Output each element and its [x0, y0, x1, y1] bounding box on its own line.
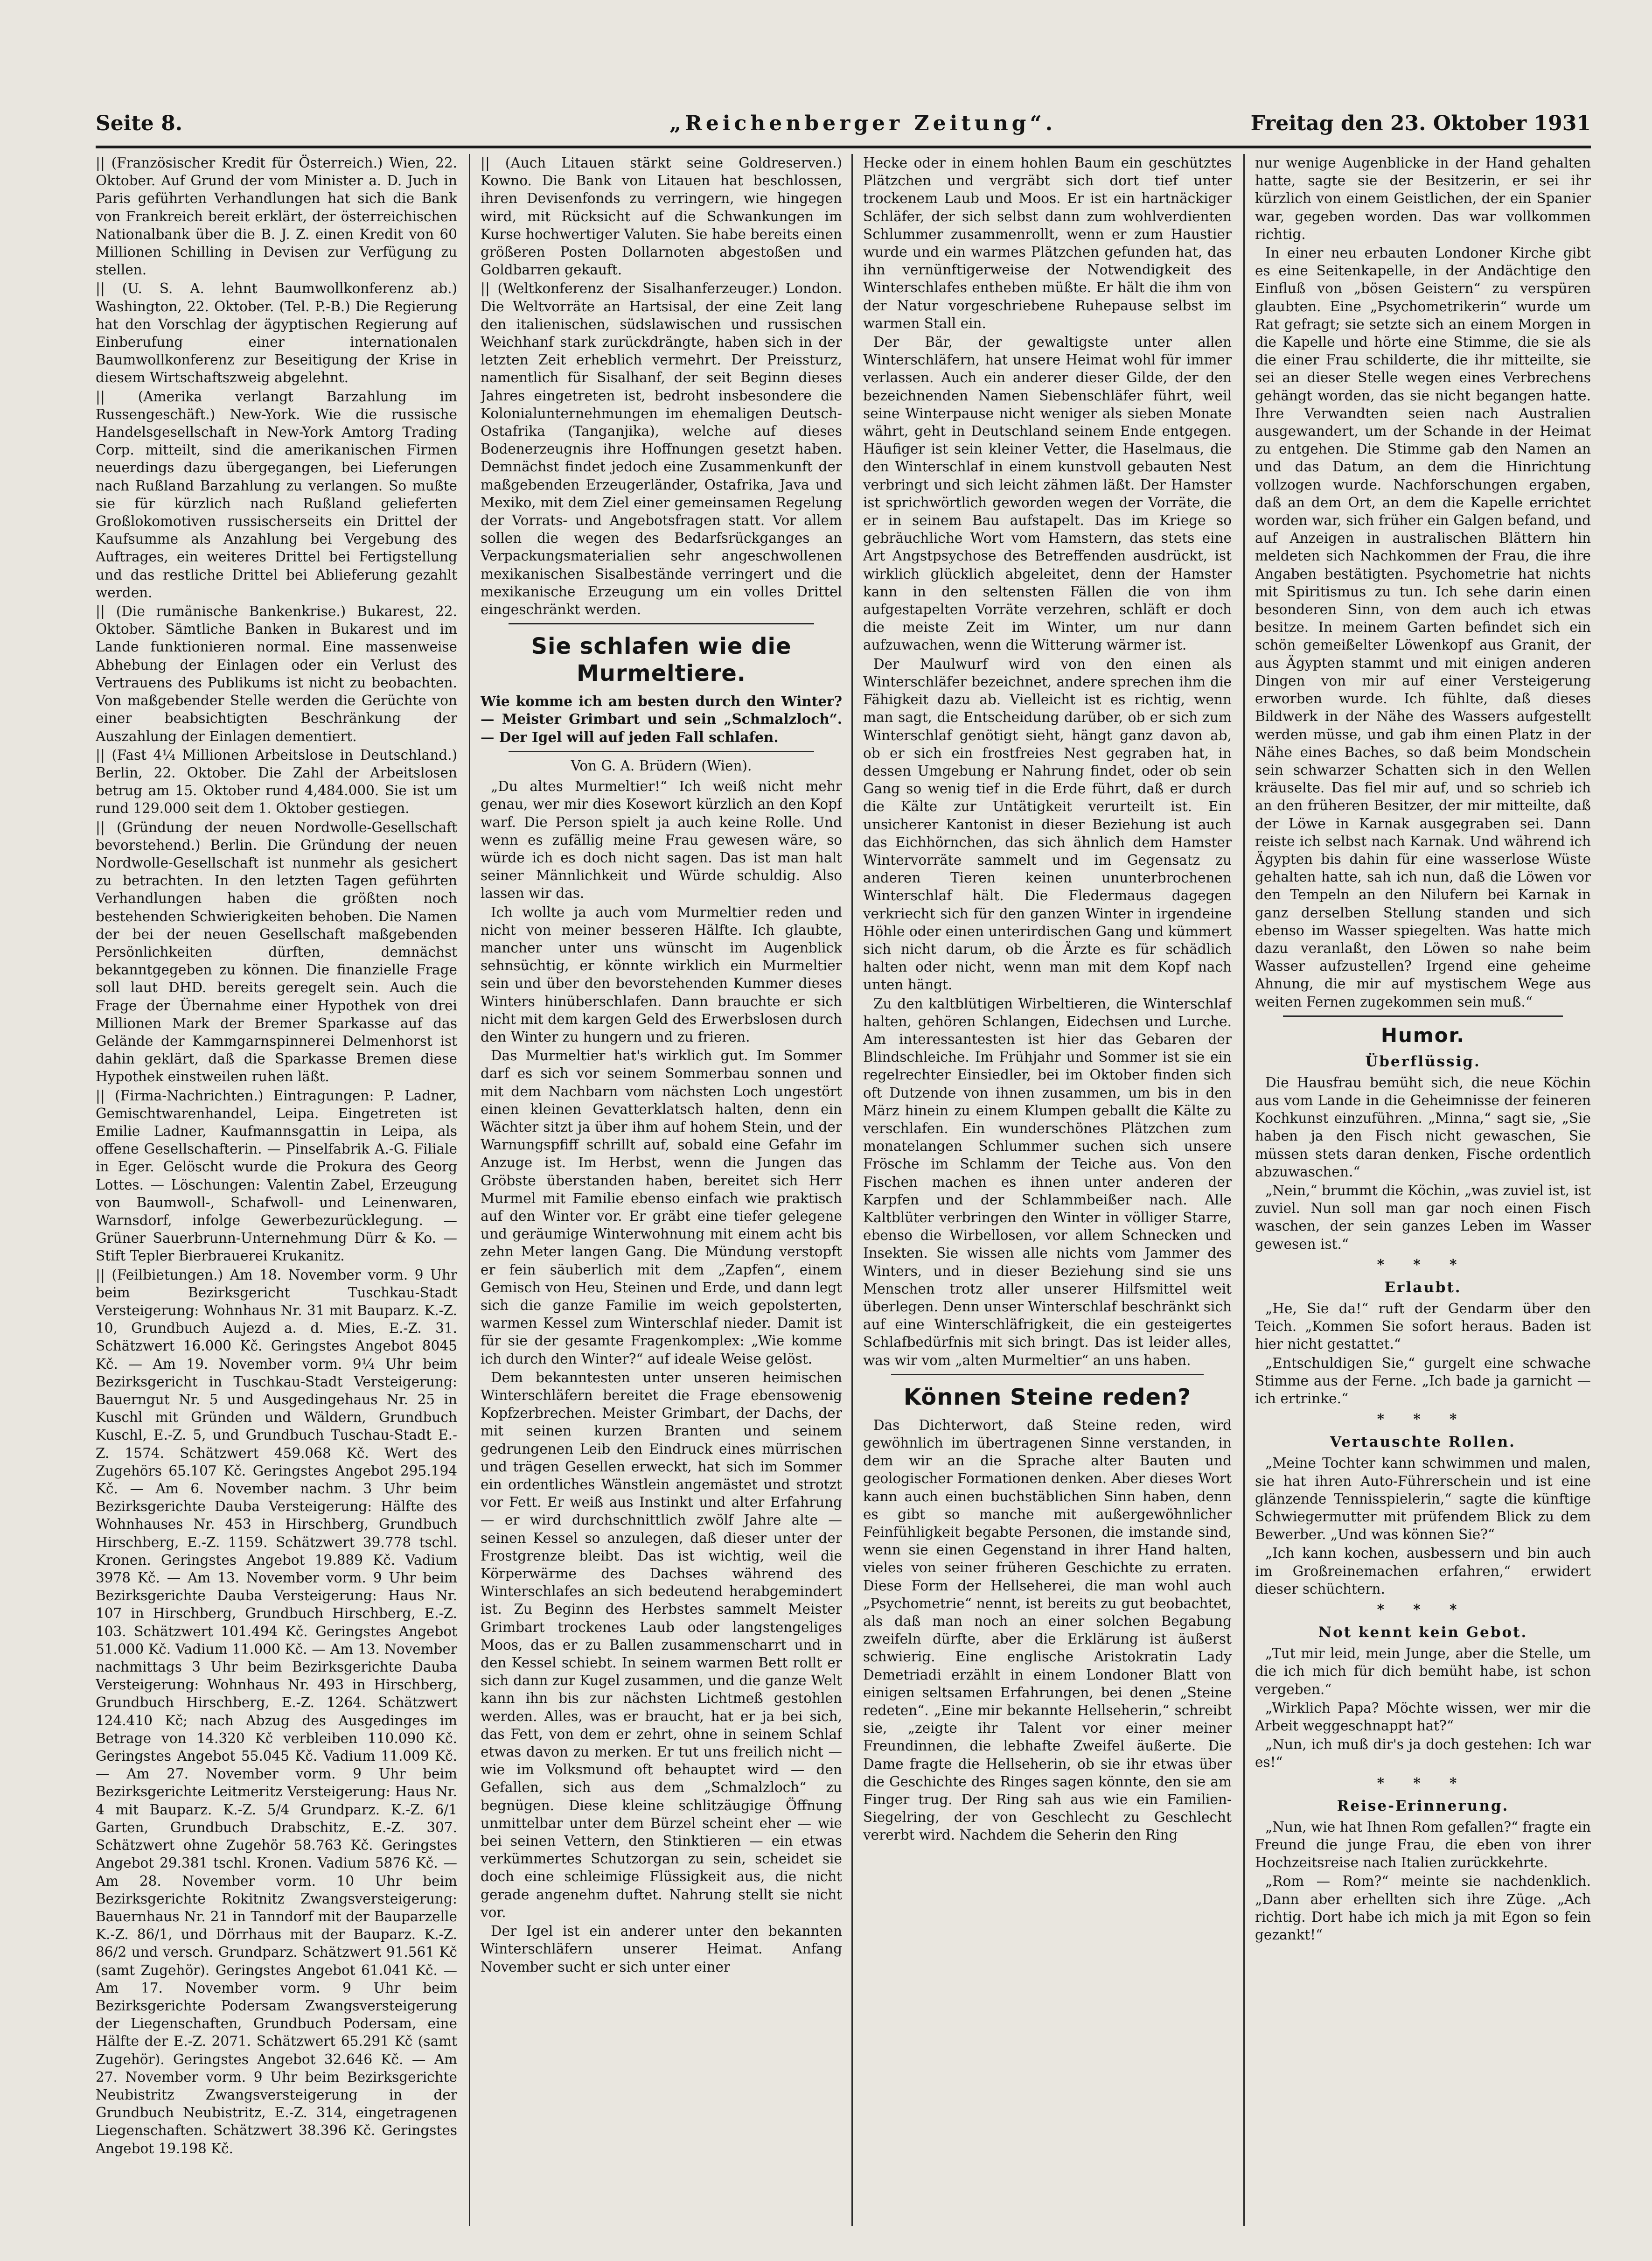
- joke-text: „Wirklich Papa? Möchte wissen, wer mir die Arbeit weggeschnappt hat?“: [1255, 1700, 1591, 1734]
- joke-text: „Nun, wie hat Ihnen Rom gefallen?“ fragte ein Freund die junge Frau, die eben von ihrer Hochzeitsreise nach Italien zurückkehrte.: [1255, 1819, 1591, 1871]
- article-title: Können Steine reden?: [903, 1384, 1192, 1410]
- news-item: || (Die rumänische Bankenkrise.) Bukarest, 22. Oktober. Sämtliche Banken in Bukarest und im Lande funktionieren normal. Eine massenweise Abhebung der Einlagen oder ein Verlust des Vertrauens des Publikums ist nicht zu beobachten. Von maßgebender Stelle werden die Gerüchte von einer beabsichtigten Beschränkung der Auszahlung der Einlagen dementiert.: [96, 603, 457, 744]
- newspaper-name: „Reichenberger Zeitung“.: [669, 112, 1057, 135]
- column-divider: [1243, 154, 1245, 2226]
- joke-title: Reise-Erinnerung.: [1337, 1797, 1509, 1814]
- joke-text: „Entschuldigen Sie,“ gurgelt eine schwache Stimme aus der Ferne. „Ich bade ja garnicht — ich ertrinke.“: [1255, 1355, 1591, 1407]
- separator-stars: * * *: [1377, 1774, 1469, 1791]
- article-author: Von G. A. Brüdern (Wien).: [571, 757, 752, 774]
- news-item: || (Fast 4¼ Millionen Arbeitslose in Deutschland.) Berlin, 22. Oktober. Die Zahl der Arbeitslosen betrug am 15. Oktober rund 4,484.000. Sie ist um rund 129.000 seit dem 1. Oktober gestiegen.: [96, 747, 457, 817]
- paragraph: Der Igel ist ein anderer unter den bekannten Winterschläfern unserer Heimat. Anfang November sucht er sich unter einer: [481, 1923, 842, 1975]
- column-divider: [851, 154, 853, 2226]
- news-item: || (U. S. A. lehnt Baumwollkonferenz ab.) Washington, 22. Oktober. (Tel. P.-B.) Die Regierung hat den Vorschlag der ägyptischen Regierung auf Einberufung einer internationalen Baumwollkonferenz zur Beseitigung der Krise in diesem Wirtschaftszweig abgelehnt.: [96, 280, 457, 386]
- separator-stars: * * *: [1377, 1256, 1469, 1273]
- paragraph: Das Dichterwort, daß Steine reden, wird gewöhnlich im übertragenen Sinne verstanden, in dem wir an die Sprache alter Bauten und geologischer Formationen denken. Aber dieses Wort kann auch einen buchstäblichen Sinn haben, denn es gibt so manche mit außergewöhnlicher Feinfühligkeit begabte Personen, die imstande sind, wenn sie einen Gegenstand in ihrer Hand halten, vieles von seiner früheren Geschichte zu erraten. Diese Form der Hellseherei, die man wohl auch „Psychometrie“ nennt, ist bereits zu gut beobachtet, als daß man noch an einer solchen Begabung zweifeln dürfte, aber die Erklärung ist äußerst schwierig. Eine englische Aristokratin Lady Demetriadi erzählt in einem Londoner Blatt von einigen seltsamen Erfahrungen, bei denen „Steine redeten“. „Eine mir bekannte Hellseherin,“ schreibt sie, „zeigte ihr Talent vor einer meiner Freundinnen, die lebhafte Zweifel äußerte. Die Dame fragte die Hellseherin, ob sie ihr etwas über die Geschichte des Ringes sagen könnte, den sie am Finger trug. Der Ring sah aus wie ein Familien-Siegelring, der von Geschlecht zu Geschlecht vererbt wird. Nachdem die Seherin den Ring: [863, 1417, 1232, 1843]
- separator-stars: * * *: [1377, 1411, 1469, 1428]
- paragraph: Ich wollte ja auch vom Murmeltier reden und nicht von meiner besseren Hälfte. Ich glaubte, mancher unter uns wünscht im Augenblick sehnsüchtig, er könnte wirklich ein Murmeltier sein und über den bevorstehenden Kummer dieses Winters hinüberschlafen. Dann brauchte er sich nicht mit dem kargen Geld des Erwerbslosen durch den Winter zu hungern und zu frieren.: [481, 904, 842, 1045]
- joke-text: Die Hausfrau bemüht sich, die neue Köchin aus vom Lande in die Geheimnisse der feineren Kochkunst einzuführen. „Minna,“ sagt sie, „Sie haben ja den Fisch nicht gewaschen, Sie müssen stets daran denken, Fische ordentlich abzuwaschen.“: [1255, 1074, 1591, 1180]
- header-rule: [96, 146, 1591, 148]
- column-two: [481, 154, 842, 2226]
- joke-text: „Rom — Rom?“ meinte sie nachdenklich. „Dann aber erhellten sich ihre Züge. „Ach richtig. Dort habe ich mich ja mit Egon so fein gezankt!“: [1255, 1873, 1591, 1943]
- joke-title: Überflüssig.: [1365, 1053, 1481, 1070]
- column-three: [863, 154, 1232, 2226]
- section-rule: [509, 751, 814, 752]
- column-four: [1255, 154, 1591, 2226]
- page-number: Seite 8.: [96, 112, 183, 135]
- column-divider: [469, 154, 470, 2226]
- joke-text: „Nun, ich muß dir's ja doch gestehen: Ich war es!“: [1255, 1736, 1591, 1771]
- article-subtitle: Wie komme ich am besten durch den Winter? — Meister Grimbart und sein „Schmalzloch“. — Der Igel will auf jeden Fall schlafen.: [481, 693, 842, 745]
- joke-title: Erlaubt.: [1384, 1279, 1462, 1296]
- paragraph: Hecke oder in einem hohlen Baum ein geschütztes Plätzchen und vergräbt sich dort tief unter trockenem Laub und Moos. Er ist ein hartnäckiger Schläfer, der sich selbst dann zum wohlverdienten Schlummer zusammenrollt, wenn er zum Haustier wurde und ein warmes Plätzchen gefunden hat, das ihn vernünftigerweise der Notwendigkeit des Winterschlafes entheben müßte. Er hält die ihm von der Natur vorgeschriebene Ruhepause selbst im warmen Stall ein.: [863, 155, 1232, 331]
- paragraph: „Du altes Murmeltier!“ Ich weiß nicht mehr genau, wer mir dies Kosewort kürzlich an den Kopf warf. Die Person spielt ja auch keine Rolle. Und wenn es zufällig meine Frau gewesen wäre, so würde ich es doch nicht sagen. Das ist man halt seiner Männlichkeit und Würde schuldig. Also lassen wir das.: [481, 778, 842, 902]
- column-economy: [96, 154, 457, 2226]
- joke-text: „He, Sie da!“ ruft der Gendarm über den Teich. „Kommen Sie sofort heraus. Baden ist hier nicht gestattet.“: [1255, 1300, 1591, 1352]
- issue-date: Freitag den 23. Oktober 1931: [1250, 112, 1591, 135]
- news-item: || (Weltkonferenz der Sisalhanferzeuger.) London. Die Weltvorräte an Hartsisal, der eine Zeit lang den italienischen, südslawischen und russischen Weichhanf stark zurückdrängte, haben sich in der letzten Zeit erheblich vermehrt. Der Preissturz, namentlich für Sisalhanf, der seit Beginn dieses Jahres eingetreten ist, bedroht insbesondere die Kolonialunternehmungen im ehemaligen Deutsch-Ostafrika (Tanganjika), welche auf dieses Bodenerzeugnis ihre Hoffnungen gesetzt haben. Demnächst findet jedoch eine Zusammenkunft der maßgebenden Erzeugerländer, Ostafrika, Java und Mexiko, mit dem Ziel einer gemeinsamen Regelung der Vorrats- und Angebotsfragen statt. Vor allem sollen die wegen des Bedarfsrückganges an Verpackungsmaterialien sehr angeschwollenen mexikanischen Sisalbestände verringert und die mexikanische Erzeugung um ein volles Drittel eingeschränkt werden.: [481, 280, 842, 618]
- news-item: || (Firma-Nachrichten.) Eintragungen: P. Ladner, Gemischtwarenhandel, Leipa. Eingetreten ist Emilie Ladner, Kaufmannsgattin in Leipa, als offene Gesellschafterin. — Pinselfabrik A.-G. Filiale in Eger. Gelöscht wurde die Prokura des Georg Lottes. — Löschungen: Valentin Zabel, Erzeugung von Baumwoll-, Schafwoll- und Leinenwaren, Warnsdorf, infolge Gewerbezurücklegung. — Grüner Sauerbrunn-Unternehmung Dürr & Ko. — Stift Tepler Bierbrauerei Krukanitz.: [96, 1087, 457, 1264]
- joke-text: „Nein,“ brummt die Köchin, „was zuviel ist, ist zuviel. Nun soll man gar noch einen Fisch waschen, der sein ganzes Leben im Wasser gewesen ist.“: [1255, 1182, 1591, 1252]
- joke-text: „Ich kann kochen, ausbessern und bin auch im Großreinemachen erfahren,“ erwidert dieser schüchtern.: [1255, 1545, 1591, 1597]
- joke-title: Not kennt kein Gebot.: [1318, 1624, 1528, 1641]
- article-title: Sie schlafen wie die Murmeltiere.: [531, 633, 792, 687]
- paragraph: Zu den kaltblütigen Wirbeltieren, die Winterschlaf halten, gehören Schlangen, Eidechsen und Lurche. Am interessantesten ist hier das Gebaren der Blindschleiche. Im Frühjahr und Sommer ist sie ein regelrechter Einsiedler, bei im Oktober finden sich oft Dutzende von ihnen zusammen, um bis in den März hinein zu einem Klumpen geballt die Kälte zu verschlafen. Ein wunderschönes Plätzchen zum monatelangen Schlummer suchen sich unsere Frösche im Schlamm der Teiche aus. Von den Fischen machen es ihnen unter anderen der Karpfen und der Schlammbeißer nach. Alle Kaltblüter verbringen den Winter in völliger Starre, ebenso die Wirbellosen, vor allem Schnecken und Insekten. Sie wissen alle nichts vom Jammer des Winters, und in dieser Beziehung sind sie uns Menschen trotz aller unserer Hilfsmittel weit überlegen. Denn unser Winterschlaf beschränkt sich auf eine Winterschläfrigkeit, die ein gesteigertes Schlafbedürfnis mit sich bringt. Das ist leider alles, was wir vom „alten Murmeltier“ an uns haben.: [863, 995, 1232, 1368]
- paragraph: Das Murmeltier hat's wirklich gut. Im Sommer darf es sich vor seinem Sommerbau sonnen und mit dem Nachbarn vom nächsten Loch ungestört einen kleinen Gevatterklatsch halten, denn ein Wächter sitzt ja über ihm auf hohem Stein, und der Warnungspfiff schrillt auf, sobald eine Gefahr im Anzuge ist. Im Herbst, wenn die Jungen das Gröbste überstanden haben, bereitet sich Herr Murmel mit Familie ebenso einfach wie praktisch auf den Winter vor. Er gräbt eine tiefer gelegene und geräumige Winterwohnung mit einem acht bis zehn Meter langen Gang. Die Mündung verstopft er fein säuberlich mit dem „Zapfen“, einem Gemisch von Heu, Steinen und Erde, und dann legt sich die ganze Familie im weich gepolsterten, warmen Kessel zum Winterschlaf nieder. Damit ist für sie der gesamte Fragenkomplex: „Wie komme ich durch den Winter?“ auf ideale Weise gelöst.: [481, 1048, 842, 1367]
- paragraph: nur wenige Augenblicke in der Hand gehalten hatte, sagte sie der Besitzerin, er sei ihr kürzlich von einem Geistlichen, der ein Spanier war, gegeben worden. Das war vollkommen richtig.: [1255, 155, 1591, 242]
- paragraph: Der Maulwurf wird von den einen als Winterschläfer bezeichnet, andere sprechen ihm die Fähigkeit dazu ab. Vielleicht ist es richtig, wenn man sagt, die Entscheidung darüber, ob er sich zum Winterschlaf genötigt sieht, hängt ganz davon ab, ob er sich ein frostfreies Nest gegraben hat, in dessen Umgebung er Nahrung findet, oder ob sein Gang so wenig tief in die Erde führt, daß er durch die Kälte zur Untätigkeit verurteilt ist. Ein unsicherer Kantonist in dieser Beziehung ist auch das Eichhörnchen, das sich ähnlich dem Hamster Wintervorräte sammelt und im Gegensatz zu anderen Tieren keinen ununterbrochenen Winterschlaf hält. Die Fledermaus dagegen verkriecht sich für den ganzen Winter in irgendeine Höhle oder einen unterirdischen Gang und kümmert sich nicht darum, ob die Ärzte es für schädlich halten oder nicht, wenn man mit dem Kopf nach unten hängt.: [863, 656, 1232, 993]
- joke-title: Vertauschte Rollen.: [1330, 1434, 1516, 1451]
- news-item: || (Feilbietungen.) Am 18. November vorm. 9 Uhr beim Bezirksgericht Tuschkau-Stadt Versteigerung: Wohnhaus Nr. 31 mit Bauparz. K.-Z. 10, Grundbuch Aujezd a. d. Mies, E.-Z. 31. Schätzwert 16.000 Kč. Geringstes Angebot 8045 Kč. — Am 19. November vorm. 9¼ Uhr beim Bezirksgericht in Tuschkau-Stadt Versteigerung: Bauerngut Nr. 5 und Ausgedingehaus Nr. 25 in Kuschl mit Gründen und Wäldern, Grundbuch Kuschl, E.-Z. 5, und Grundbuch Tuschau-Stadt E.-Z. 1574. Schätzwert 459.068 Kč. Wert des Zugehörs 65.107 Kč. Geringstes Angebot 295.194 Kč. — Am 6. November nachm. 3 Uhr beim Bezirksgerichte Dauba Versteigerung: Hälfte des Wohnhauses Nr. 453 in Hirschberg, Grundbuch Hirschberg, E.-Z. 1159. Schätzwert 39.778 tschl. Kronen. Geringstes Angebot 19.889 Kč. Vadium 3978 Kč. — Am 13. November vorm. 9 Uhr beim Bezirksgerichte Dauba Versteigerung: Haus Nr. 107 in Hirschberg, Grundbuch Hirschberg, E.-Z. 103. Schätzwert 101.494 Kč. Geringstes Angebot 51.000 Kč. Vadium 11.000 Kč. — Am 13. November nachmittags 3 Uhr beim Bezirksgerichte Dauba Versteigerung: Wohnhaus Nr. 493 in Hirschberg, Grundbuch Hirschberg, E.-Z. 1264. Schätzwert 124.410 Kč; nach Abzug des Ausgedinges im Betrage von 14.320 Kč verbleiben 110.090 Kč. Geringstes Angebot 55.045 Kč. Vadium 11.009 Kč. — Am 27. November vorm. 9 Uhr beim Bezirksgerichte Leitmeritz Versteigerung: Haus Nr. 4 mit Bauparz. K.-Z. 5/4 Grundparz. K.-Z. 6/1 Garten, Grundbuch Drabschitz, E.-Z. 307. Schätzwert ohne Zugehör 58.763 Kč. Geringstes Angebot 29.381 tschl. Kronen. Vadium 5876 Kč. — Am 28. November vorm. 10 Uhr beim Bezirksgerichte Rokitnitz Zwangsversteigerung: Bauernhaus Nr. 21 in Tanndorf mit der Bauparzelle K.-Z. 86/1, und Dörrhaus mit der Bauparz. K.-Z. 86/2 und versch. Grundparz. Schätzwert 91.561 Kč (samt Zugehör). Geringstes Angebot 61.041 Kč. — Am 17. November vorm. 9 Uhr beim Bezirksgerichte Podersam Zwangsversteigerung der Liegenschaften, Grundbuch Podersam, eine Hälfte der E.-Z. 2071. Schätzwert 65.291 Kč (samt Zugehör). Geringstes Angebot 32.646 Kč. — Am 27. November vorm. 9 Uhr beim Bezirksgerichte Neubistritz Zwangsversteigerung in der Grundbuch Neubistritz, E.-Z. 314, eingetragenen Liegenschaften. Schätzwert 38.396 Kč. Geringstes Angebot 19.198 Kč.: [96, 1267, 457, 2156]
- paragraph: Der Bär, der gewaltigste unter allen Winterschläfern, hat unsere Heimat wohl für immer verlassen. Auch ein anderer dieser Gilde, der den bezeichnenden Namen Siebenschläfer führt, weil seine Winterpause nicht weniger als sieben Monate währt, geht in Deutschland seinem Ende entgegen. Häufiger ist sein kleiner Vetter, die Haselmaus, die den Winterschlaf in einem kunstvoll gebauten Nest verbringt und sich leicht zähmen läßt. Der Hamster ist sprichwörtlich geworden wegen der Vorräte, die er in seinem Bau aufstapelt. Das im Kriege so gebräuchliche Wort vom Hamstern, das stets eine Art Angstpsychose des Betreffenden ausdrückt, ist wirklich glücklich abgeleitet, denn der Hamster kann in den seltensten Fällen die von ihm aufgestapelten Vorräte verzehren, schläft er doch die meiste Zeit im Winter, um nur dann aufzuwachen, wenn die Witterung wärmer ist.: [863, 334, 1232, 653]
- news-item: || (Auch Litauen stärkt seine Goldreserven.) Kowno. Die Bank von Litauen hat beschlossen, ihren Devisenfonds zu verringern, wie hingegen wird, mit Rücksicht auf die Schwankungen im Kurse hochwertiger Valuten. Sie habe bereits einen größeren Posten Dollarnoten abgestoßen und Goldbarren gekauft.: [481, 155, 842, 278]
- section-rule: [1283, 1015, 1563, 1017]
- page-header: [96, 110, 1591, 142]
- section-rule: [509, 623, 814, 624]
- news-item: || (Amerika verlangt Barzahlung im Russengeschäft.) New-York. Wie die russische Handelsgesellschaft in New-York Amtorg Trading Corp. mitteilt, sind die amerikanischen Firmen neuerdings dazu übergegangen, bei Lieferungen nach Rußland Barzahlung zu verlangen. So mußte sie für kürzlich nach Rußland gelieferten Großlokomotiven russischerseits ein Drittel der Kaufsumme als Anzahlung bei Vergebung des Auftrages, ein weiteres Drittel bei Fertigstellung und das restliche Drittel bei Ablieferung gezahlt werden.: [96, 388, 457, 601]
- joke-text: „Meine Tochter kann schwimmen und malen, sie hat ihren Auto-Führerschein und ist eine glänzende Tennisspielerin,“ sagte die künftige Schwiegermutter mit prüfendem Blick zu dem Bewerber. „Und was können Sie?“: [1255, 1455, 1591, 1543]
- news-item: || (Gründung der neuen Nordwolle-Gesellschaft bevorstehend.) Berlin. Die Gründung der neuen Nordwolle-Gesellschaft ist nunmehr als gesichert zu betrachten. In den letzten Tagen geführten Verhandlungen haben die größten noch bestehenden Schwierigkeiten behoben. Die Namen der bei der neuen Gesellschaft maßgebenden Persönlichkeiten dürften, demnächst bekanntgegeben zu können. Die finanzielle Frage soll laut DHD. bereits geregelt sein. Auch die Frage der Übernahme einer Hypothek von drei Millionen Mark der Bremer Sparkasse auf das Gelände der Kammgarnspinnerei Delmenhorst ist dahin geklärt, daß die Sparkasse Bremen diese Hypothek einstweilen ruhen läßt.: [96, 819, 457, 1085]
- news-item: || (Französischer Kredit für Österreich.) Wien, 22. Oktober. Auf Grund der vom Minister a. D. Juch in Paris geführten Verhandlungen hat sich die Bank von Frankreich bereit erklärt, der österreichischen Nationalbank über die B. J. Z. einen Kredit von 60 Millionen Schilling in Devisen zur Verfügung zu stellen.: [96, 155, 457, 278]
- paragraph: In einer neu erbauten Londoner Kirche gibt es eine Seitenkapelle, in der Andächtige den Einfluß von „bösen Geistern“ zu verspüren glaubten. Eine „Psychometrikerin“ wurde um Rat gefragt; sie setzte sich an einem Morgen in die Kapelle und hörte eine Stimme, die sie als die einer Frau schilderte, die ihr mitteilte, sie sei an dieser Stelle wegen eines Verbrechens gehängt worden, das sie nicht begangen hatte. Ihre Verwandten seien nach Australien ausgewandert, um der Schande in der Heimat zu entgehen. Die Stimme gab den Namen an und das Datum, an dem die Hinrichtung vollzogen wurde. Nachforschungen ergaben, daß an dem Ort, an dem die Kapelle errichtet worden war, sich früher ein Galgen befand, und auf Anzeigen in australischen Blättern hin meldeten sich Nachkommen der Frau, die ihre Angaben bestätigten. Psychometrie hat nichts mit Spiritismus zu tun. Ich sehe darin einen besonderen Sinn, von dem auch ich etwas besitze. In meinem Garten befindet sich ein schön gemeißelter Löwenkopf aus Granit, der aus Ägypten stammt und mit einigen anderen Dingen von mir auf einer Versteigerung erworben wurde. Ich fühlte, daß dieses Bildwerk in der Nähe des Wassers aufgestellt werden müsse, und gab ihm einen Platz in der Nähe eines Baches, so daß beim Mondschein sein schwarzer Schatten sich in den Wellen kräuselte. Das fiel mir auf, und so schrieb ich an den früheren Besitzer, der mir mitteilte, daß der Löwe in Karnak ausgegraben sei. Dann reiste ich selbst nach Karnak. Und während ich Ägypten bis dahin für eine wasserlose Wüste gehalten hatte, sah ich nun, daß die Löwen vor den Tempeln an den Nilufern bei Karnak in ganz derselben Stellung standen und sich ebenso im Wasser spiegelten. Was hatte mich dazu veranlaßt, den Löwen so nahe beim Wasser aufzustellen? Irgend eine geheime Ahnung, die mir auf mystischem Wege aus weiten Fernen zugekommen sein muß.“: [1255, 245, 1591, 1010]
- section-title-humor: Humor.: [1380, 1023, 1465, 1047]
- paragraph: Dem bekanntesten unter unseren heimischen Winterschläfern bereitet die Frage ebensowenig Kopfzerbrechen. Meister Grimbart, der Dachs, der mit seinen kurzen Branten und seinem gedrungenen Leib den Eindruck eines mürrischen und trägen Gesellen erweckt, hat sich im Sommer ein ordentliches Wänstlein angemästet und strotzt vor Fett. Er weiß aus Instinkt und alter Erfahrung — er wird durchschnittlich zwölf Jahre alte — seinen Kessel so anzulegen, daß dieser unter der Frostgrenze bleibt. Das ist wichtig, weil die Körperwärme des Dachses während des Winterschlafes an sich bedeutend herabgemindert ist. Zu Beginn des Herbstes sammelt Meister Grimbart trockenes Laub oder langstengeliges Moos, das er zu Ballen zusammenscharrt und in den Kessel schiebt. In seinem warmen Bett rollt er sich dann zur Kugel zusammen, und die ganze Welt kann ihn bis zur nächsten Lichtmeß gestohlen werden. Alles, was er braucht, hat er ja bei sich, das Fett, von dem er zehrt, ohne in seinem Schlaf etwas davon zu merken. Er tut uns freilich nicht — wie im Volksmund oft behauptet wird — den Gefallen, sich aus dem „Schmalzloch“ zu begnügen. Diese kleine schlitzäugige Öffnung unmittelbar unter dem Bürzel scheint eher — wie bei seinen Vettern, den Stinktieren — ein etwas verkümmertes Schutzorgan zu sein, scheidet sie doch eine schleimige Flüssigkeit aus, die nicht gerade angenehm duftet. Nahrung stellt sie nicht vor.: [481, 1369, 842, 1920]
- separator-stars: * * *: [1377, 1601, 1469, 1618]
- joke-text: „Tut mir leid, mein Junge, aber die Stelle, um die ich mich für dich bemüht habe, ist schon vergeben.“: [1255, 1645, 1591, 1697]
- section-rule: [891, 1374, 1204, 1375]
